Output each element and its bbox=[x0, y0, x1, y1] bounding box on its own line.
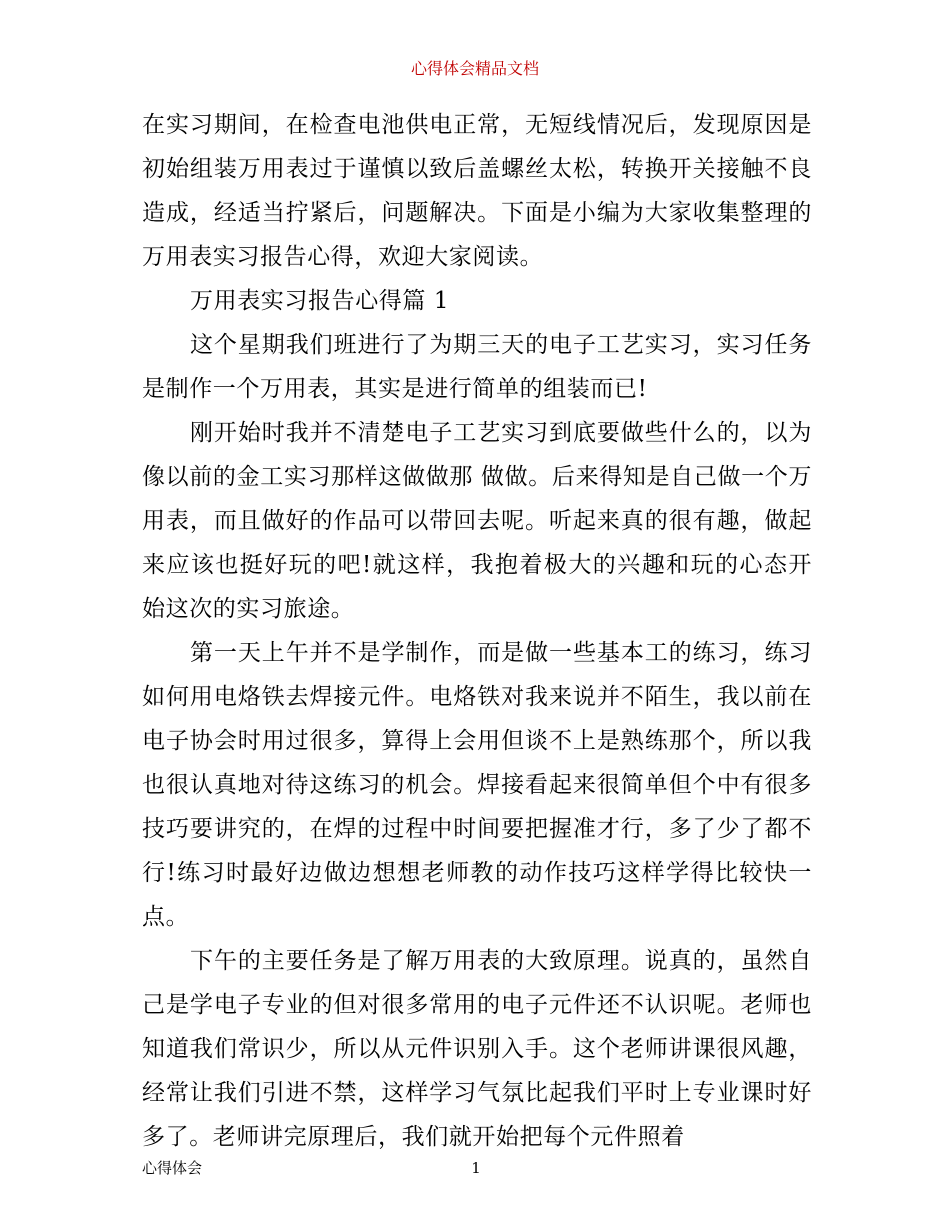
document-body bbox=[142, 103, 812, 1159]
body-paragraph: 刚开始时我并不清楚电子工艺实习到底要做些什么的，以为像以前的金工实习那样这做做那 做做。后来得知是自己做一个万用表，而且做好的作品可以带回去呢。听起来真的很有趣，做起来应该也挺好玩的吧!就这样，我抱着极大的兴趣和玩的心态开始这次的实习旅途。 bbox=[142, 420, 812, 622]
section-heading: 万用表实习报告心得篇 1 bbox=[190, 288, 450, 314]
body-paragraph: 下午的主要任务是了解万用表的大致原理。说真的，虽然自己是学电子专业的但对很多常用的电子元件还不认识呢。老师也知道我们常识少，所以从元件识别入手。这个老师讲课很风趣，经常让我们引进不禁，这样学习气氛比起我们平时上专业课时好多了。老师讲完原理后，我们就开始把每个元件照着 bbox=[142, 948, 812, 1150]
footer-label: 心得体会 bbox=[142, 1159, 203, 1177]
body-paragraph: 第一天上午并不是学制作，而是做一些基本工的练习，练习如何用电烙铁去焊接元件。电烙铁对我来说并不陌生，我以前在电子协会时用过很多，算得上会用但谈不上是熟练那个，所以我也很认真地对待这练习的机会。焊接看起来很简单但个中有很多技巧要讲究的，在焊的过程中时间要把握准才行，多了少了都不行!练习时最好边做边想想老师教的动作技巧这样学得比较快一点。 bbox=[142, 640, 812, 930]
intro-paragraph: 在实习期间，在检查电池供电正常，无短线情况后，发现原因是初始组装万用表过于谨慎以致后盖螺丝太松，转换开关接触不良造成，经适当拧紧后，问题解决。下面是小编为大家收集整理的万用表实习报告心得，欢迎大家阅读。 bbox=[142, 112, 812, 270]
body-paragraph: 这个星期我们班进行了为期三天的电子工艺实习，实习任务是制作一个万用表，其实是进行简单的组装而已! bbox=[142, 332, 812, 402]
page-number: 1 bbox=[471, 1159, 481, 1177]
document-header-title: 心得体会精品文档 bbox=[410, 59, 539, 78]
